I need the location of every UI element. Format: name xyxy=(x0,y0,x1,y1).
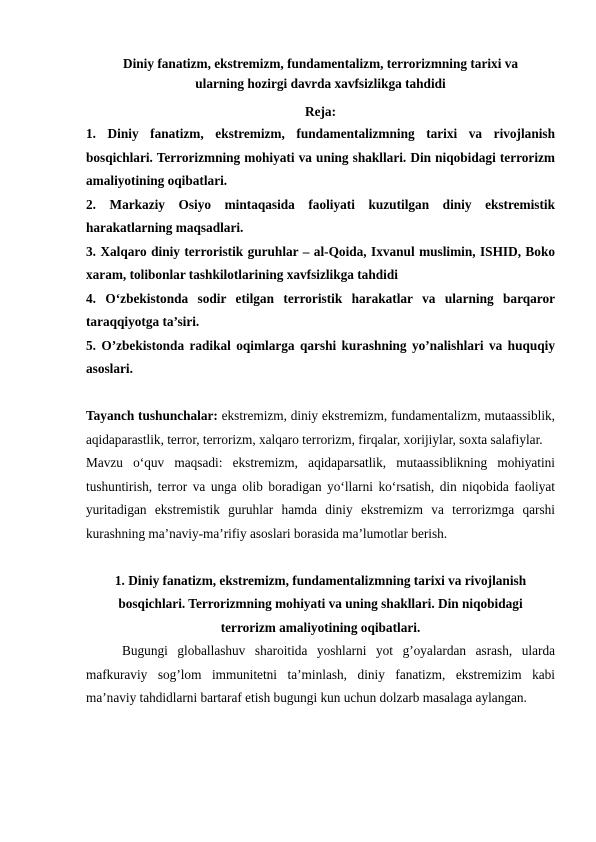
plan-item-1: 1. Diniy fanatizm, ekstremizm, fundamentalizmning tarixi va rivojlanish bosqichlari. Terrorizmning mohiyati va uning shakllari. Din niqobidagi terrorizm amaliyotining oqibatlari. xyxy=(86,126,555,188)
section-1-title-line-1: 1. Diniy fanatizm, ekstremizm, fundamentalizmning tarixi va rivojlanish xyxy=(114,572,527,588)
document-page xyxy=(86,54,555,710)
plan-item-5: 5. O’zbekistonda radikal oqimlarga qarshi kurashning yo’nalishlari va huquqiy asoslari. xyxy=(86,337,555,376)
key-terms-label: Tayanch tushunchalar: xyxy=(86,408,218,423)
plan-item-4: 4. O‘zbekistonda sodir etilgan terroristik harakatlar va ularning barqaror taraqqiyotga ta’siri. xyxy=(86,290,555,329)
plan-heading: Reja: xyxy=(304,104,336,119)
key-terms-text: ekstremizm, diniy ekstremizm, fundamentalizm, mutaassiblik, aqidaparastlik, terror, terrorizm, xalqaro terrorizm, firqalar, xorijiylar, soxta salafiylar. xyxy=(86,408,555,447)
plan-list xyxy=(86,122,555,381)
blank-line xyxy=(86,381,555,405)
plan-item-2: 2. Markaziy Osiyo mintaqasida faoliyati kuzutilgan diniy ekstremistik harakatlarning maqsadlari. xyxy=(86,196,555,235)
plan-item-3: 3. Xalqaro diniy terroristik guruhlar – al-Qoida, Ixvanul muslimin, ISHID, Boko xaram, tolibonlar tashkilotlarining xavfsizlikga tahdidi xyxy=(86,243,555,282)
document-title-line-2: ularning hozirgi davrda xavfsizlikga tahdidi xyxy=(195,76,446,91)
key-terms-paragraph xyxy=(86,404,555,451)
blank-line xyxy=(86,545,555,569)
section-1-title-line-2: bosqichlari. Terrorizmning mohiyati va uning shakllari. Din niqobidagi xyxy=(118,596,523,611)
document-title-line-1: Diniy fanatizm, ekstremizm, fundamentalizm, terrorizmning tarixi va xyxy=(122,56,519,71)
learning-goal-paragraph: Mavzu o‘quv maqsadi: ekstremizm, aqidaparsatlik, mutaassiblikning mohiyatini tushuntirish, terror va unga olib boradigan yo‘llarni ko‘rsatish, din niqobida faoliyat yuritadigan ekstremistik guruhlar hamda diniy ekstremizm va terrorizmga qarshi kurashning ma’naviy-ma’rifiy asoslari borasida ma’lumotlar berish. xyxy=(86,455,555,541)
section-1-title-line-3: terrorizm amaliyotining oqibatlari. xyxy=(220,619,421,635)
body-paragraph: Bugungi globallashuv sharoitida yoshlarni yot g’oyalardan asrash, ularda mafkuraviy sog’lom immunitetni ta’minlash, diniy fanatizm, ekstremizim kabi ma’naviy tahdidlarni bartaraf etish bugungi kun uchun dolzarb masalaga aylangan. xyxy=(86,643,555,705)
